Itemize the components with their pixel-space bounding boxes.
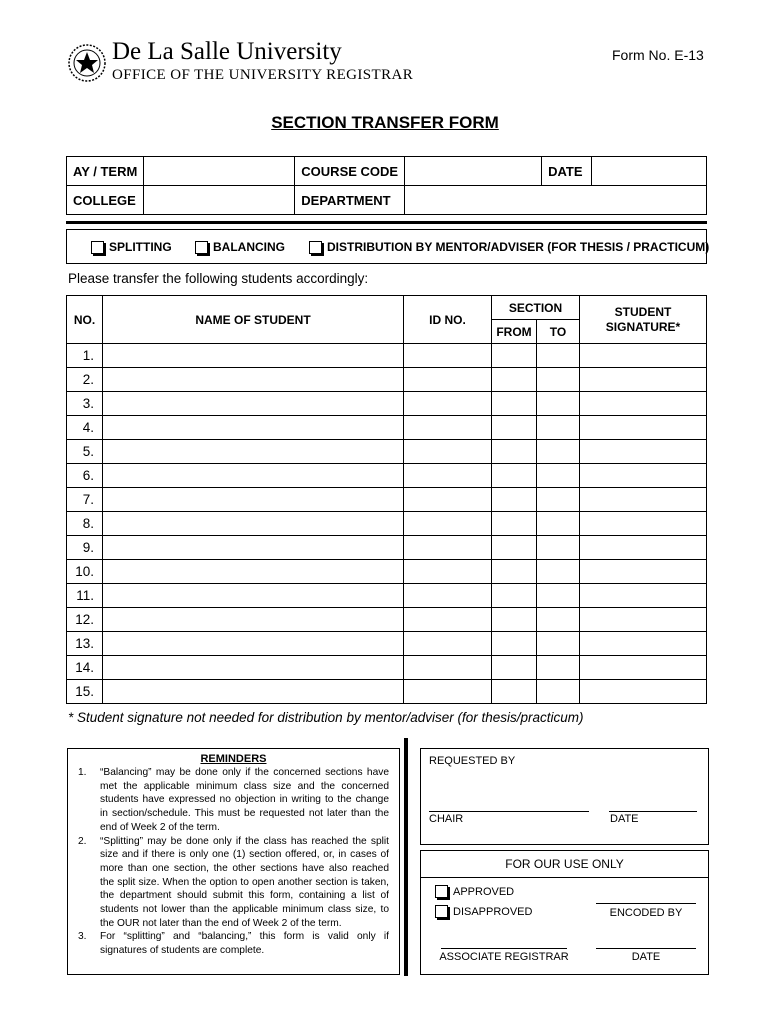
row-number: 15. <box>67 680 103 704</box>
our-date-label: DATE <box>631 951 661 963</box>
form-number: Form No. E-13 <box>612 47 704 63</box>
table-row <box>67 680 707 704</box>
row-number: 12. <box>67 608 103 632</box>
student-name-cell[interactable] <box>103 512 404 536</box>
balancing-checkbox[interactable] <box>195 241 208 254</box>
reminder-number: 3. <box>78 931 87 943</box>
row-number: 5. <box>67 440 103 464</box>
college-label: COLLEGE <box>67 186 144 215</box>
student-id-cell[interactable] <box>404 464 492 488</box>
student-id-cell[interactable] <box>404 656 492 680</box>
student-id-cell[interactable] <box>404 560 492 584</box>
student-signature-cell[interactable] <box>580 416 707 440</box>
section-to-cell[interactable] <box>537 608 580 632</box>
disapproved-label: DISAPPROVED <box>453 905 533 918</box>
section-to-cell[interactable] <box>537 536 580 560</box>
table-row <box>67 584 707 608</box>
row-number: 4. <box>67 416 103 440</box>
row-number: 14. <box>67 656 103 680</box>
student-signature-cell[interactable] <box>580 536 707 560</box>
table-row <box>67 464 707 488</box>
section-from-cell[interactable] <box>492 392 537 416</box>
approved-option[interactable] <box>435 885 514 898</box>
student-signature-cell[interactable] <box>580 680 707 704</box>
section-from-cell[interactable] <box>492 608 537 632</box>
section-from-cell[interactable] <box>492 368 537 392</box>
reminder-text: “Balancing” may be done only if the concerned sections have met the applicable minimum class size and the concerned students have expressed no objection in writing to the change in section/schedule. This must be requested not later than the end of Week 2 of the term. <box>100 767 389 833</box>
balancing-label: BALANCING <box>213 240 285 254</box>
splitting-label: SPLITTING <box>109 240 172 254</box>
student-name-cell[interactable] <box>103 680 404 704</box>
student-id-cell[interactable] <box>404 392 492 416</box>
student-id-cell[interactable] <box>404 416 492 440</box>
student-name-cell[interactable] <box>103 488 404 512</box>
student-name-cell[interactable] <box>103 656 404 680</box>
reminder-item <box>78 835 389 931</box>
student-id-cell[interactable] <box>404 512 492 536</box>
university-name: De La Salle University <box>112 38 342 65</box>
associate-registrar-line[interactable] <box>441 948 567 949</box>
student-name-cell[interactable] <box>103 536 404 560</box>
row-number: 7. <box>67 488 103 512</box>
row-number: 13. <box>67 632 103 656</box>
associate-registrar-label: ASSOCIATE REGISTRAR <box>439 951 569 963</box>
table-row <box>67 416 707 440</box>
requested-by-box <box>420 748 709 845</box>
student-signature-cell[interactable] <box>580 368 707 392</box>
requested-by-label: REQUESTED BY <box>429 755 516 767</box>
vertical-divider <box>404 738 408 976</box>
col-signature <box>580 296 707 344</box>
reminder-number: 1. <box>78 767 87 778</box>
splitting-checkbox[interactable] <box>91 241 104 254</box>
table-row <box>67 368 707 392</box>
encoded-by-line[interactable] <box>596 903 696 904</box>
student-name-cell[interactable] <box>103 440 404 464</box>
approved-label: APPROVED <box>453 885 515 898</box>
distribution-label: DISTRIBUTION BY MENTOR/ADVISER (FOR THESIS / PRACTICUM) <box>327 240 710 254</box>
student-name-cell[interactable] <box>103 392 404 416</box>
reminder-text: “Splitting” may be done only if the class has reached the split size and if there is only one (1) section offered, or, in cases of more than one section, the other sections have also reached the split size. When the option to open another section is taken, the department should submit this form, containing a list of students not lower than the applicable minimum class size, to the OUR not later than the end of Week 2 of the term. <box>100 835 389 929</box>
col-from: FROM <box>492 320 537 344</box>
row-number: 2. <box>67 368 103 392</box>
col-section: SECTION <box>492 296 580 320</box>
student-name-cell[interactable] <box>103 608 404 632</box>
signature-header-line1: STUDENT <box>614 304 672 319</box>
table-row <box>67 632 707 656</box>
section-from-cell[interactable] <box>492 656 537 680</box>
our-use-title: FOR OUR USE ONLY <box>421 851 708 878</box>
our-date-line[interactable] <box>596 948 696 949</box>
student-id-cell[interactable] <box>404 344 492 368</box>
approved-checkbox[interactable] <box>435 885 448 898</box>
student-name-cell[interactable] <box>103 464 404 488</box>
row-number: 8. <box>67 512 103 536</box>
ay-term-field[interactable] <box>144 157 295 186</box>
section-to-cell[interactable] <box>537 440 580 464</box>
encoded-by-label: ENCODED BY <box>609 907 683 919</box>
row-number: 6. <box>67 464 103 488</box>
section-to-cell[interactable] <box>537 368 580 392</box>
date-field[interactable] <box>592 157 707 186</box>
student-signature-cell[interactable] <box>580 656 707 680</box>
chair-signature-line[interactable] <box>429 811 589 812</box>
course-code-label: COURSE CODE <box>295 157 405 186</box>
student-id-cell[interactable] <box>404 584 492 608</box>
row-number: 11. <box>67 584 103 608</box>
table-row <box>67 560 707 584</box>
section-to-cell[interactable] <box>537 488 580 512</box>
table-row <box>67 512 707 536</box>
student-signature-cell[interactable] <box>580 392 707 416</box>
student-id-cell[interactable] <box>404 368 492 392</box>
section-to-cell[interactable] <box>537 464 580 488</box>
student-signature-cell[interactable] <box>580 560 707 584</box>
reminders-box <box>67 748 400 975</box>
student-name-cell[interactable] <box>103 584 404 608</box>
department-label: DEPARTMENT <box>295 186 405 215</box>
reminder-text: For “splitting” and “balancing,” this form is valid only if signatures of students are complete. <box>100 931 389 957</box>
table-row <box>67 440 707 464</box>
course-code-field[interactable] <box>405 157 542 186</box>
student-name-cell[interactable] <box>103 344 404 368</box>
table-row <box>67 488 707 512</box>
option-distribution[interactable] <box>309 240 709 254</box>
section-from-cell[interactable] <box>492 584 537 608</box>
section-from-cell[interactable] <box>492 416 537 440</box>
student-signature-cell[interactable] <box>580 608 707 632</box>
student-signature-cell[interactable] <box>580 632 707 656</box>
table-row <box>67 536 707 560</box>
section-to-cell[interactable] <box>537 632 580 656</box>
student-signature-cell[interactable] <box>580 440 707 464</box>
row-number: 3. <box>67 392 103 416</box>
student-name-cell[interactable] <box>103 632 404 656</box>
student-id-cell[interactable] <box>404 488 492 512</box>
form-title: SECTION TRANSFER FORM <box>271 113 499 132</box>
section-from-cell[interactable] <box>492 344 537 368</box>
student-signature-cell[interactable] <box>580 584 707 608</box>
section-from-cell[interactable] <box>492 440 537 464</box>
col-idno: ID NO. <box>404 296 492 344</box>
table-row <box>67 608 707 632</box>
distribution-checkbox[interactable] <box>309 241 322 254</box>
section-from-cell[interactable] <box>492 464 537 488</box>
student-id-cell[interactable] <box>404 680 492 704</box>
date-label: DATE <box>542 157 592 186</box>
college-field[interactable] <box>144 186 295 215</box>
reminder-item <box>78 766 389 835</box>
university-seal-logo <box>68 44 106 82</box>
chair-label: CHAIR <box>429 813 464 825</box>
section-to-cell[interactable] <box>537 656 580 680</box>
ay-term-label: AY / TERM <box>67 157 144 186</box>
student-signature-cell[interactable] <box>580 512 707 536</box>
section-divider <box>66 221 707 224</box>
section-to-cell[interactable] <box>537 392 580 416</box>
department-field[interactable] <box>405 186 707 215</box>
disapproved-option[interactable] <box>435 905 532 918</box>
col-to: TO <box>537 320 580 344</box>
row-number: 10. <box>67 560 103 584</box>
student-name-cell[interactable] <box>103 560 404 584</box>
instruction-text: Please transfer the following students accordingly: <box>68 271 369 286</box>
our-use-box <box>420 850 709 975</box>
student-signature-cell[interactable] <box>580 344 707 368</box>
section-to-cell[interactable] <box>537 680 580 704</box>
table-row <box>67 392 707 416</box>
section-to-cell[interactable] <box>537 560 580 584</box>
section-from-cell[interactable] <box>492 536 537 560</box>
student-name-cell[interactable] <box>103 368 404 392</box>
reminder-item <box>78 930 389 957</box>
reminder-number: 2. <box>78 835 87 847</box>
section-from-cell[interactable] <box>492 632 537 656</box>
section-from-cell[interactable] <box>492 560 537 584</box>
request-date-line[interactable] <box>609 811 697 812</box>
section-to-cell[interactable] <box>537 512 580 536</box>
row-number: 9. <box>67 536 103 560</box>
transfer-type-options <box>66 229 710 264</box>
signature-footnote: * Student signature not needed for distribution by mentor/adviser (for thesis/practicum) <box>68 710 584 725</box>
student-signature-cell[interactable] <box>580 488 707 512</box>
col-no: NO. <box>67 296 103 344</box>
request-date-label: DATE <box>610 813 639 825</box>
student-signature-cell[interactable] <box>580 464 707 488</box>
disapproved-checkbox[interactable] <box>435 905 448 918</box>
section-from-cell[interactable] <box>492 488 537 512</box>
option-splitting[interactable] <box>91 240 172 254</box>
section-to-cell[interactable] <box>537 344 580 368</box>
student-id-cell[interactable] <box>404 608 492 632</box>
student-id-cell[interactable] <box>404 632 492 656</box>
student-id-cell[interactable] <box>404 440 492 464</box>
signature-header-line2: SIGNATURE* <box>605 319 681 334</box>
office-name: OFFICE OF THE UNIVERSITY REGISTRAR <box>112 67 414 83</box>
students-table <box>66 295 707 704</box>
table-row <box>67 344 707 368</box>
row-number: 1. <box>67 344 103 368</box>
table-row <box>67 656 707 680</box>
student-id-cell[interactable] <box>404 536 492 560</box>
option-balancing[interactable] <box>195 240 285 254</box>
col-name: NAME OF STUDENT <box>103 296 404 344</box>
section-to-cell[interactable] <box>537 584 580 608</box>
section-from-cell[interactable] <box>492 680 537 704</box>
course-info-table <box>66 156 707 215</box>
reminders-title: REMINDERS <box>200 753 267 765</box>
student-name-cell[interactable] <box>103 416 404 440</box>
section-to-cell[interactable] <box>537 416 580 440</box>
section-from-cell[interactable] <box>492 512 537 536</box>
